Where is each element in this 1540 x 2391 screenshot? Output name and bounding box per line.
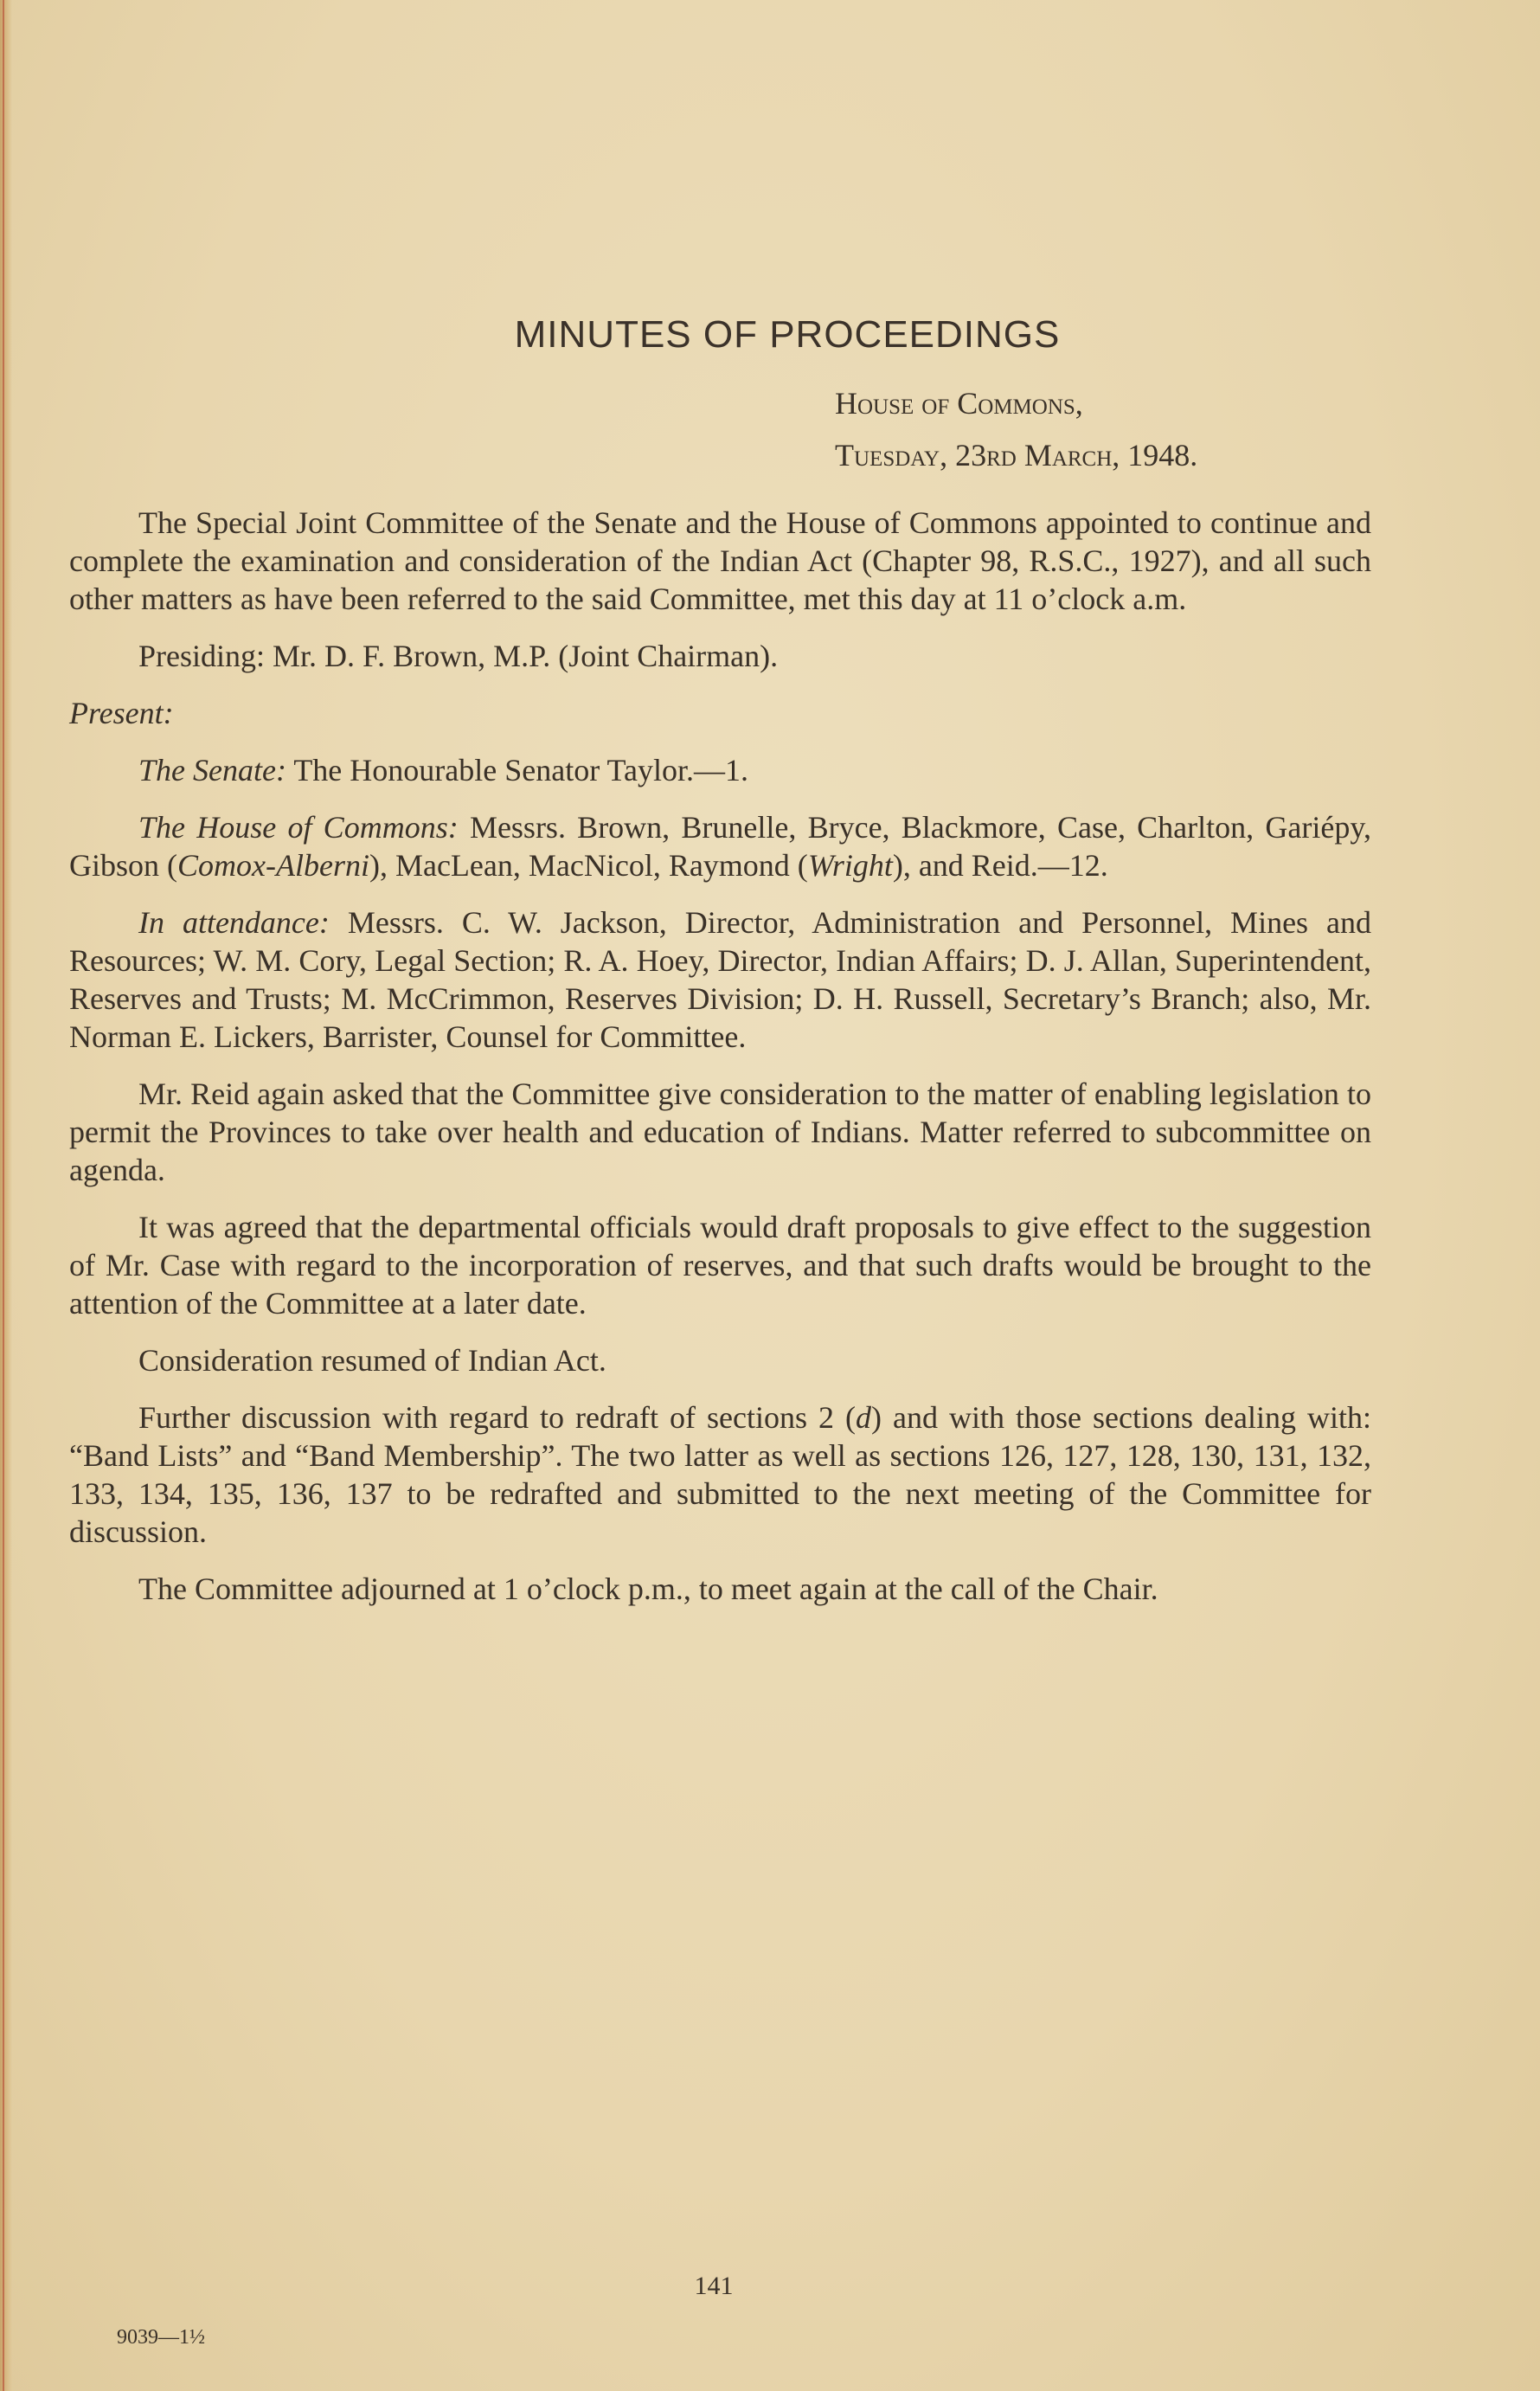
commons-members-3: ), and Reid.—12. <box>892 848 1108 883</box>
further-discussion-paragraph <box>69 1398 1371 1551</box>
page-title: MINUTES OF PROCEEDINGS <box>514 313 1061 356</box>
present-heading <box>69 694 1371 732</box>
page-number: 141 <box>694 2272 734 2300</box>
adjourned-paragraph: The Committee adjourned at 1 o’clock p.m., to meet again at the call of the Chair. <box>138 1572 1158 1606</box>
senate-label: The Senate: <box>138 753 286 787</box>
commons-label: The House of Commons: <box>138 810 459 845</box>
commons-members-2: ), MacLean, MacNicol, Raymond ( <box>369 848 808 883</box>
minutes-body <box>69 504 1371 1627</box>
attendance-label: In attendance: <box>138 905 330 940</box>
commons-attendance <box>69 808 1371 884</box>
commons-riding-2: Wright <box>807 848 893 883</box>
present-label: Present: <box>69 696 174 730</box>
senate-members: The Honourable Senator Taylor.—1. <box>293 753 749 787</box>
further-text-1: Further discussion with regard to redraft of sections 2 ( <box>138 1400 856 1435</box>
further-italic: d <box>855 1400 871 1435</box>
location-line: House of Commons, <box>835 386 1083 421</box>
reid-paragraph: Mr. Reid again asked that the Committee give consideration to the matter of enabling legislation to permit the Provinces to take over health and education of Indians. Matter referred to subcommittee on agenda. <box>69 1077 1371 1187</box>
presiding-line: Presiding: Mr. D. F. Brown, M.P. (Joint Chairman). <box>138 639 779 673</box>
commons-riding-1: Comox-Alberni <box>177 848 369 883</box>
resumed-paragraph: Consideration resumed of Indian Act. <box>138 1343 606 1378</box>
agreed-paragraph: It was agreed that the departmental officials would draft proposals to give effect to the suggestion of Mr. Case with regard to the incorporation of reserves, and that such drafts would be brought to the attention of the Committee at a later date. <box>69 1210 1371 1321</box>
in-attendance <box>69 903 1371 1056</box>
commons-members-1: Messrs. Brown, Brunelle, Bryce, Blackmore, Case, Charlton, Gariépy, Gibson ( <box>69 810 1371 883</box>
opening-paragraph: The Special Joint Committee of the Senate and the House of Commons appointed to continue and complete the examination and consideration of the Indian Act (Chapter 98, R.S.C., 1927), and all such other matters as have been referred to the said Committee, met this day at 11 o’clock a.m. <box>69 505 1371 616</box>
date-line: Tuesday, 23rd March, 1948. <box>835 438 1198 472</box>
print-code: 9039—1½ <box>117 2326 205 2349</box>
page-edge-stain <box>3 0 4 2391</box>
attendance-list: Messrs. C. W. Jackson, Director, Administration and Personnel, Mines and Resources; W. M. Cory, Legal Section; R. A. Hoey, Director, Indian Affairs; D. J. Allan, Superintendent, Reserves and Trusts; M. McCrimmon, Reserves Division; D. H. Russell, Secretary’s Branch; also, Mr. Norman E. Lickers, Barrister, Counsel for Committee. <box>69 905 1371 1054</box>
further-text-2: ) and with those sections dealing with: “Band Lists” and “Band Membership”. The two latter as well as sections 126, 127, 128, 130, 131, 132, 133, 134, 135, 136, 137 to be redrafted and submitted to the next meeting of the Committee for discussion. <box>69 1400 1372 1549</box>
senate-attendance <box>69 751 1371 789</box>
